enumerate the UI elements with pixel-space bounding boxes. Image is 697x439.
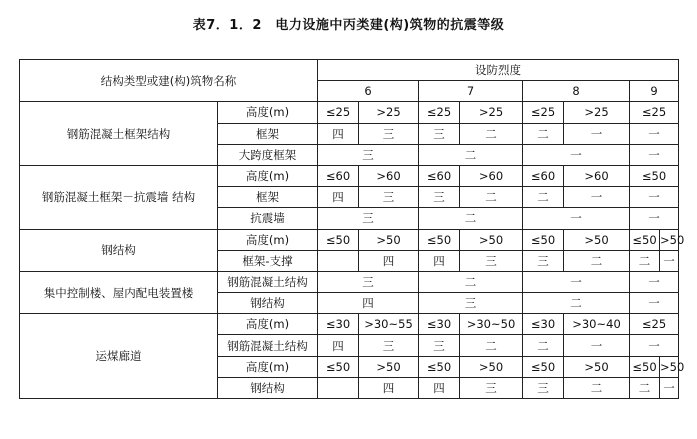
grade-cell: >50 (660, 229, 679, 250)
grade-cell: ≤50 (523, 356, 564, 377)
grade-cell: 三 (359, 187, 419, 208)
grade-cell: ≤30 (523, 314, 564, 335)
grade-cell: >30~40 (564, 314, 630, 335)
grade-cell: 四 (359, 377, 419, 398)
grade-cell: >30~55 (359, 314, 419, 335)
grade-cell: 一 (630, 293, 679, 314)
grade-cell: 一 (630, 144, 679, 165)
grade-cell: >25 (359, 102, 419, 123)
grade-cell: 三 (460, 250, 523, 271)
grade-cell: 二 (460, 335, 523, 356)
sub-item: 框架 (218, 123, 318, 144)
grade-cell: 二 (523, 123, 564, 144)
grade-cell: ≤60 (523, 165, 564, 186)
grade-cell: >30~50 (460, 314, 523, 335)
grade-cell: 一 (630, 208, 679, 229)
grade-cell: 三 (419, 123, 460, 144)
sub-item: 高度(m) (218, 314, 318, 335)
structure-name: 钢筋混凝土框架－抗震墙 结构 (20, 165, 218, 229)
grade-cell: 四 (318, 187, 359, 208)
grade-cell: 二 (630, 250, 660, 271)
grade-cell: 三 (523, 250, 564, 271)
grade-cell: 二 (460, 123, 523, 144)
grade-cell: >50 (564, 229, 630, 250)
grade-cell: >50 (460, 356, 523, 377)
grade-cell: 三 (318, 271, 419, 292)
grade-cell: 一 (660, 250, 679, 271)
grade-cell: 一 (630, 271, 679, 292)
grade-cell: ≤25 (318, 102, 359, 123)
structure-name: 钢筋混凝土框架结构 (20, 102, 218, 166)
sub-item: 框架-支撑 (218, 250, 318, 271)
structure-name: 集中控制楼、屋内配电装置楼 (20, 271, 218, 313)
grade-cell: 一 (523, 144, 630, 165)
grade-cell: ≤60 (318, 165, 359, 186)
grade-cell: >50 (359, 229, 419, 250)
grade-cell: 四 (359, 250, 419, 271)
intensity-8: 8 (523, 81, 630, 102)
table-row (20, 314, 679, 335)
grade-cell: 三 (460, 377, 523, 398)
grade-cell: 三 (359, 123, 419, 144)
sub-item: 框架 (218, 187, 318, 208)
grade-cell: ≤50 (318, 356, 359, 377)
grade-cell: 一 (564, 335, 630, 356)
grade-cell: 二 (523, 335, 564, 356)
grade-cell: 三 (318, 208, 419, 229)
grade-cell: 一 (564, 123, 630, 144)
grade-cell: 二 (460, 187, 523, 208)
grade-cell: ≤25 (630, 314, 679, 335)
grade-cell: >50 (564, 356, 630, 377)
grade-cell: ≤30 (419, 314, 460, 335)
sub-item: 高度(m) (218, 356, 318, 377)
grade-cell: 三 (419, 187, 460, 208)
grade-cell: 四 (318, 123, 359, 144)
grade-cell: ≤25 (419, 102, 460, 123)
header-row (20, 60, 679, 81)
table-row (20, 165, 679, 186)
grade-cell: 三 (419, 293, 523, 314)
structure-name: 钢结构 (20, 229, 218, 271)
structure-header: 结构类型或建(构)筑物名称 (20, 60, 318, 102)
sub-item: 钢结构 (218, 377, 318, 398)
grade-cell: 二 (523, 187, 564, 208)
grade-cell: ≤50 (630, 165, 679, 186)
grade-cell: >60 (359, 165, 419, 186)
sub-item: 钢筋混凝土结构 (218, 335, 318, 356)
intensity-9: 9 (630, 81, 679, 102)
grade-cell: >50 (359, 356, 419, 377)
grade-cell: 一 (660, 377, 679, 398)
grade-cell: ≤25 (630, 102, 679, 123)
grade-cell: ≤50 (419, 356, 460, 377)
sub-item: 钢筋混凝土结构 (218, 271, 318, 292)
sub-item: 高度(m) (218, 102, 318, 123)
intensity-header: 设防烈度 (318, 60, 679, 81)
grade-cell (318, 377, 359, 398)
grade-cell: 四 (419, 377, 460, 398)
grade-cell (318, 250, 359, 271)
grade-cell: 二 (564, 250, 630, 271)
grade-cell: >25 (564, 102, 630, 123)
grade-cell: 三 (523, 377, 564, 398)
grade-cell: ≤50 (419, 229, 460, 250)
grade-cell: 二 (419, 144, 523, 165)
intensity-6: 6 (318, 81, 419, 102)
grade-cell: 一 (564, 187, 630, 208)
grade-cell: >25 (460, 102, 523, 123)
structure-name: 运煤廊道 (20, 314, 218, 399)
sub-item: 钢结构 (218, 293, 318, 314)
seismic-grade-table (19, 59, 685, 399)
table-title: 表7．1．2 电力设施中丙类建(构)筑物的抗震等级 (192, 18, 505, 33)
grade-cell: 三 (419, 335, 460, 356)
grade-cell: 三 (318, 144, 419, 165)
grade-cell: >60 (460, 165, 523, 186)
grade-cell: >50 (660, 356, 679, 377)
grade-cell: ≤50 (630, 229, 660, 250)
sub-item: 大跨度框架 (218, 144, 318, 165)
grade-cell: 一 (630, 123, 679, 144)
grade-cell: ≤30 (318, 314, 359, 335)
table-row (20, 229, 679, 250)
grade-cell: ≤50 (630, 356, 660, 377)
grade-cell: ≤60 (419, 165, 460, 186)
table-row (20, 102, 679, 123)
sub-item: 高度(m) (218, 165, 318, 186)
grade-cell: ≤25 (523, 102, 564, 123)
grade-cell: 一 (523, 208, 630, 229)
grade-cell: 一 (630, 187, 679, 208)
grade-cell: 四 (419, 250, 460, 271)
grade-cell: ≤50 (318, 229, 359, 250)
grade-cell: >50 (460, 229, 523, 250)
grade-cell: 三 (359, 335, 419, 356)
grade-cell: 二 (419, 271, 523, 292)
grade-cell: 二 (419, 208, 523, 229)
sub-item: 抗震墙 (218, 208, 318, 229)
sub-item: 高度(m) (218, 229, 318, 250)
grade-cell: 二 (630, 377, 660, 398)
grade-cell: 二 (523, 293, 630, 314)
grade-cell: 一 (630, 335, 679, 356)
grade-cell: >60 (564, 165, 630, 186)
grade-cell: 四 (318, 293, 419, 314)
grade-cell: 二 (564, 377, 630, 398)
grade-cell: 四 (318, 335, 359, 356)
intensity-7: 7 (419, 81, 523, 102)
table-row (20, 271, 679, 292)
grade-cell: ≤50 (523, 229, 564, 250)
grade-cell: 一 (523, 271, 630, 292)
